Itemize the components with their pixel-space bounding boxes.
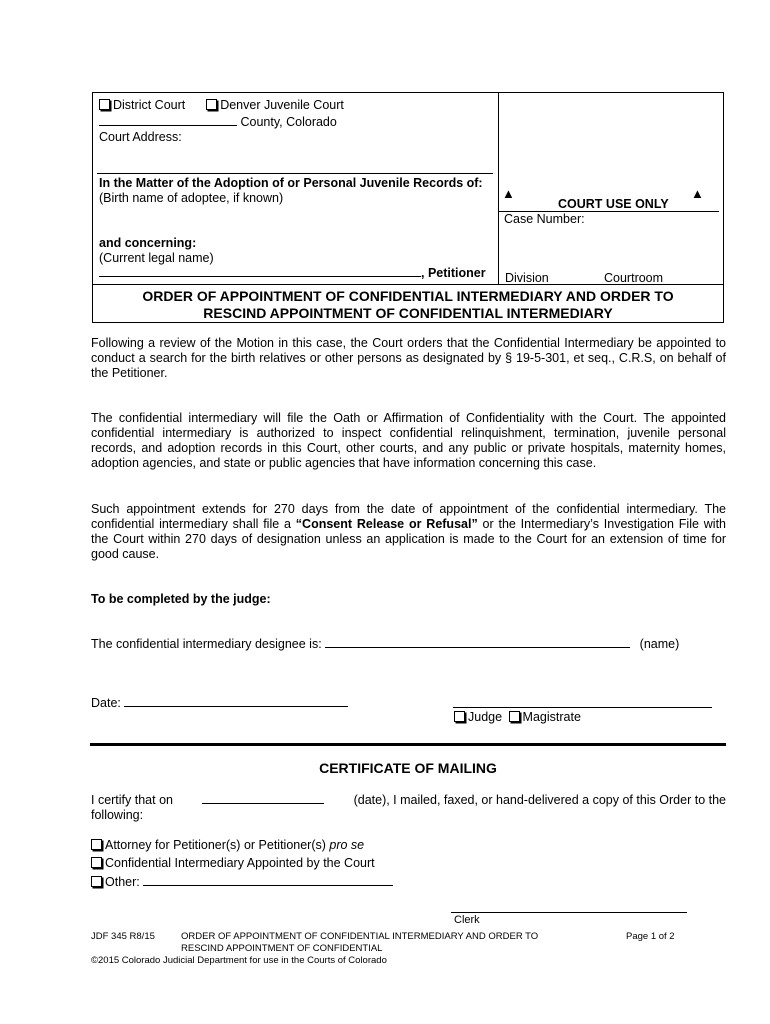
- magistrate-label: Magistrate: [522, 710, 581, 724]
- county-label: County, Colorado: [240, 115, 337, 129]
- certify-suffix: (date), I mailed, faxed, or hand-delivered a copy of this Order to the: [353, 793, 726, 807]
- paragraph-appointment: [91, 502, 726, 562]
- court-type-row: [99, 98, 344, 112]
- date-row: [91, 695, 348, 710]
- designee-label: The confidential intermediary designee is:: [91, 637, 322, 651]
- recipient-intermediary-row: [91, 856, 375, 870]
- judge-signature-line[interactable]: [453, 707, 712, 708]
- name-hint-label: (name): [639, 637, 680, 651]
- legal-name-label: (Current legal name): [99, 251, 214, 265]
- intermediary-checkbox[interactable]: [91, 857, 102, 868]
- paragraph-review: Following a review of the Motion in this case, the Court orders that the Confidential Intermediary be appointed to conduct a search for the birth relatives or other persons as designated by § 19-5-301, et seq., C.R.S, on behalf of the Petitioner.: [91, 336, 726, 380]
- designee-name-blank[interactable]: [325, 636, 630, 648]
- court-use-only-label: COURT USE ONLY: [558, 197, 669, 211]
- recipient-attorney-row: [91, 838, 364, 852]
- other-checkbox[interactable]: [91, 876, 102, 887]
- intermediary-label: Confidential Intermediary Appointed by the Court: [105, 856, 375, 870]
- denver-juvenile-court-label: Denver Juvenile Court: [220, 98, 344, 112]
- case-number-label: Case Number:: [504, 212, 585, 226]
- district-court-checkbox[interactable]: [99, 99, 110, 110]
- certificate-divider: [90, 743, 726, 746]
- footer-copyright: ©2015 Colorado Judicial Department for use in the Courts of Colorado: [91, 955, 387, 966]
- certify-line-2: following:: [91, 808, 144, 822]
- county-row: [99, 114, 337, 129]
- judge-checkbox[interactable]: [454, 711, 465, 722]
- certify-prefix: I certify that on: [91, 793, 173, 807]
- petitioner-name-blank[interactable]: [99, 265, 421, 277]
- mailing-date-blank[interactable]: [202, 792, 324, 804]
- matter-heading: In the Matter of the Adoption of or Personal Juvenile Records of:: [99, 176, 483, 190]
- judge-magistrate-row: [454, 710, 581, 724]
- appointment-text-a: Such appointment extends for 270 days from the date of appointment of the confidential intermediary. The confidential intermediary shall file a: [91, 502, 726, 531]
- designee-row: [91, 636, 679, 651]
- division-label: Division: [505, 271, 549, 285]
- certificate-heading: CERTIFICATE OF MAILING: [319, 760, 497, 776]
- birth-name-label: (Birth name of adoptee, if known): [99, 191, 284, 205]
- caption-divider: [498, 92, 499, 284]
- footer-page-number: Page 1 of 2: [626, 931, 675, 942]
- order-title-line2: RESCIND APPOINTMENT OF CONFIDENTIAL INTERMEDIARY: [203, 305, 613, 321]
- appointment-text-b: or the Intermediary’s Investigation File with the Court within 270 days of designation unless an application is made to the Court for an extension of time for good cause.: [91, 517, 726, 561]
- district-court-label: District Court: [113, 98, 186, 112]
- recipient-other-row: [91, 874, 393, 889]
- footer-form-title-line2: RESCIND APPOINTMENT OF CONFIDENTIAL: [181, 943, 383, 954]
- clerk-signature-line[interactable]: [451, 912, 687, 913]
- judge-label: Judge: [468, 710, 503, 724]
- attorney-checkbox[interactable]: [91, 839, 102, 850]
- footer-form-id: JDF 345 R8/15: [91, 931, 155, 942]
- footer-form-title-line1: ORDER OF APPOINTMENT OF CONFIDENTIAL INTERMEDIARY AND ORDER TO: [181, 931, 539, 942]
- attorney-label: Attorney for Petitioner(s) or Petitioner(s): [105, 838, 330, 852]
- order-date-blank[interactable]: [124, 695, 348, 707]
- up-arrow-icon-right: ▲: [691, 186, 704, 201]
- judge-section-heading: To be completed by the judge:: [91, 592, 271, 606]
- pro-se-label: pro se: [329, 838, 365, 852]
- court-address-label: Court Address:: [99, 130, 182, 144]
- order-title-line1: ORDER OF APPOINTMENT OF CONFIDENTIAL INTERMEDIARY AND ORDER TO: [142, 288, 674, 304]
- certify-statement: [91, 792, 726, 823]
- other-recipient-blank[interactable]: [143, 874, 393, 886]
- paragraph-oath: The confidential intermediary will file the Oath or Affirmation of Confidentiality with the Court. The appointed confidential intermediary is authorized to inspect confidential relinquishment, termination, juvenile personal records, and adoption records in this Court, other courts, and any public or private hospitals, maternity homes, adoption agencies, and state or public agencies that have information concerning this case.: [91, 411, 726, 470]
- consent-release-term: “Consent Release or Refusal”: [295, 517, 478, 531]
- petitioner-label: , Petitioner: [421, 266, 486, 280]
- date-label: Date:: [91, 696, 121, 710]
- matter-rule: [97, 173, 493, 174]
- magistrate-checkbox[interactable]: [509, 711, 520, 722]
- up-arrow-icon-left: ▲: [502, 186, 515, 201]
- other-label: Other:: [105, 875, 140, 889]
- concerning-label: and concerning:: [99, 236, 197, 250]
- certify-line-1: [91, 792, 726, 808]
- denver-juvenile-court-checkbox[interactable]: [206, 99, 217, 110]
- petitioner-row: [99, 265, 486, 280]
- clerk-label: Clerk: [454, 914, 480, 926]
- county-blank[interactable]: [99, 114, 237, 126]
- courtroom-label: Courtroom: [604, 271, 664, 285]
